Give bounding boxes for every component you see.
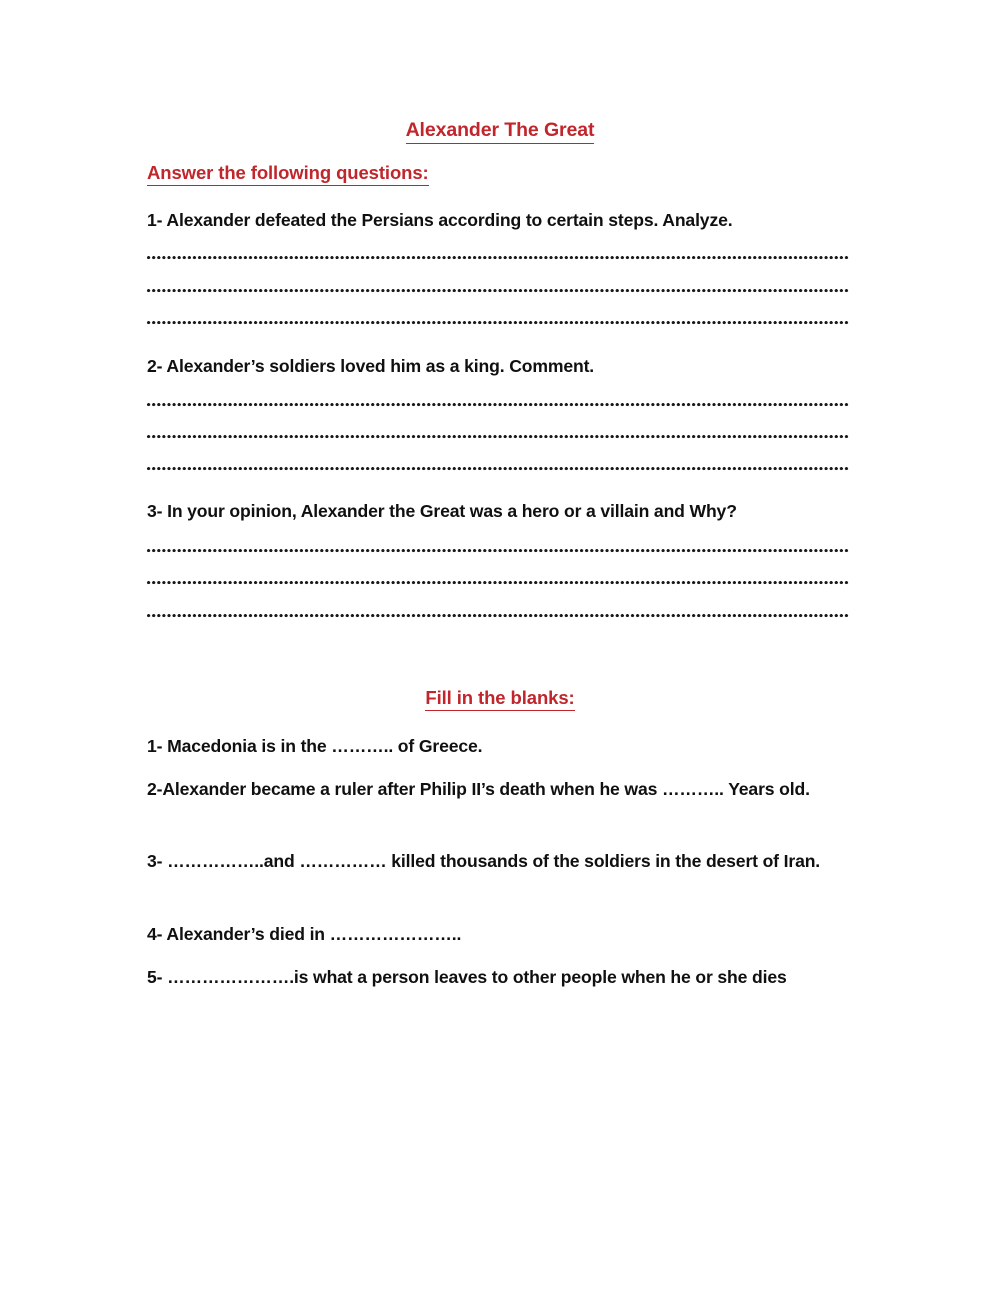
answer-line-q1-3[interactable] [147,317,849,328]
question-1-text: 1- Alexander defeated the Persians according to certain steps. Analyze. [147,210,733,230]
fill-blank-item-3[interactable]: 3- ……………..and …………… killed thousands of the soldiers in the desert of Iran. [147,851,821,871]
page-title-text: Alexander The Great [406,119,595,144]
question-2-text: 2- Alexander’s soldiers loved him as a king. Comment. [147,356,595,376]
answer-line-q2-3[interactable] [147,463,849,474]
section-heading-answer-questions-text: Answer the following questions: [147,162,429,186]
answer-line-q3-1[interactable] [147,545,849,556]
fill-blank-item-5[interactable]: 5- ………………….is what a person leaves to other people when he or she dies [147,967,787,987]
fill-blank-item-1[interactable]: 1- Macedonia is in the ……….. of Greece. [147,736,483,756]
answer-line-q1-1[interactable] [147,252,849,263]
fill-blank-item-2[interactable]: 2-Alexander became a ruler after Philip II’s death when he was ……….. Years old. [147,779,810,799]
fill-blank-item-4[interactable]: 4- Alexander’s died in ………………….. [147,924,462,944]
section-heading-fill-in-the-blanks [147,689,853,708]
answer-line-q2-1[interactable] [147,399,849,410]
question-3-text: 3- In your opinion, Alexander the Great was a hero or a villain and Why? [147,501,737,521]
answer-line-q2-2[interactable] [147,431,849,442]
section-heading-answer-questions [147,164,853,183]
answer-line-q3-3[interactable] [147,610,849,621]
answer-line-q3-2[interactable] [147,577,849,588]
section-heading-fill-in-the-blanks-text: Fill in the blanks: [425,687,574,711]
answer-line-q1-2[interactable] [147,285,849,296]
page-title [147,121,853,141]
